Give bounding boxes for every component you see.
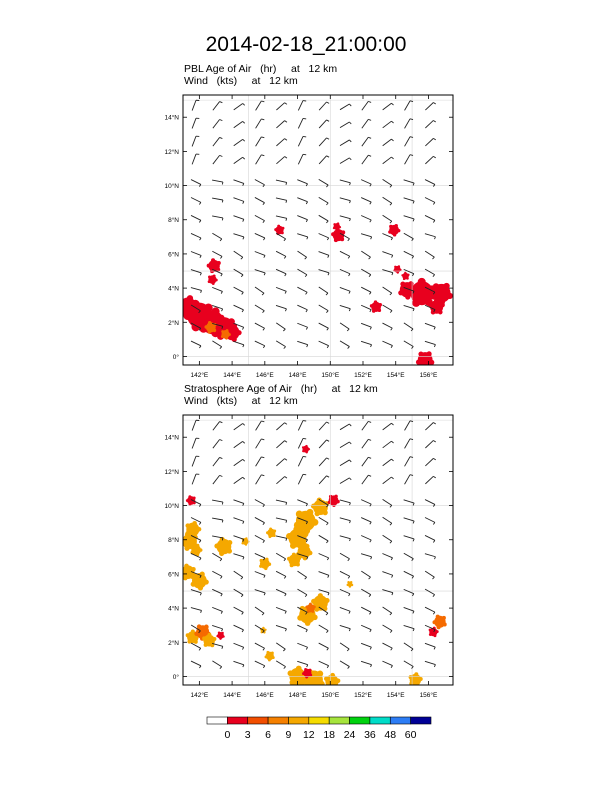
x-tick-label: 150°E xyxy=(321,692,340,699)
x-tick-label: 142°E xyxy=(190,692,209,699)
colorbar-label: 6 xyxy=(265,729,272,741)
x-tick-label: 156°E xyxy=(419,692,438,699)
y-tick-label: 6°N xyxy=(168,251,179,259)
colorbar-label: 3 xyxy=(244,729,251,741)
y-tick-label: 10°N xyxy=(164,503,179,511)
y-tick-label: 2°N xyxy=(168,319,179,327)
x-tick-label: 152°E xyxy=(354,692,372,699)
y-tick-label: 10°N xyxy=(164,183,179,191)
colorbar-label: 0 xyxy=(224,729,231,741)
colorbar-box xyxy=(268,717,288,724)
x-tick-label: 142°E xyxy=(190,372,209,379)
page-title: 2014-02-18_21:00:00 xyxy=(205,33,407,56)
y-tick-label: 4°N xyxy=(168,285,179,293)
x-tick-label: 154°E xyxy=(386,372,405,379)
colorbar-label: 24 xyxy=(343,729,356,741)
y-tick-label: 0° xyxy=(172,353,179,361)
colorbar-box xyxy=(390,717,410,724)
colorbar-label: 36 xyxy=(364,729,376,741)
y-tick-label: 4°N xyxy=(168,605,179,613)
colorbar-label: 18 xyxy=(323,729,336,741)
x-tick-label: 154°E xyxy=(386,692,405,699)
colorbar-box xyxy=(370,717,390,724)
plot1-title: PBL Age of Air (hr) at 12 km xyxy=(184,63,338,75)
y-tick-label: 12°N xyxy=(164,148,179,156)
y-tick-label: 12°N xyxy=(164,468,179,476)
colorbar-label: 48 xyxy=(384,729,397,741)
y-tick-label: 14°N xyxy=(164,434,179,442)
colorbar-box xyxy=(411,717,431,724)
colorbar-box xyxy=(329,717,349,724)
x-tick-label: 156°E xyxy=(419,372,438,379)
colorbar-label: 9 xyxy=(285,729,292,741)
y-tick-label: 6°N xyxy=(168,571,179,579)
x-tick-label: 152°E xyxy=(354,372,372,379)
x-tick-label: 146°E xyxy=(255,692,274,699)
plot2-title: Stratosphere Age of Air (hr) at 12 km xyxy=(184,383,378,395)
x-tick-label: 148°E xyxy=(288,692,307,699)
plot1-subtitle: Wind (kts) at 12 km xyxy=(184,75,298,87)
colorbar-box xyxy=(350,717,370,724)
colorbar-box xyxy=(248,717,268,724)
y-tick-label: 14°N xyxy=(164,114,179,122)
y-tick-label: 8°N xyxy=(168,537,179,545)
y-tick-label: 0° xyxy=(172,673,179,681)
colorbar-box xyxy=(227,717,247,724)
plot2-subtitle: Wind (kts) at 12 km xyxy=(184,395,298,407)
colorbar-label: 12 xyxy=(302,729,315,741)
x-tick-label: 144°E xyxy=(223,692,241,699)
x-tick-label: 148°E xyxy=(288,372,307,379)
colorbar-box xyxy=(309,717,329,724)
colorbar-box xyxy=(288,717,308,724)
x-tick-label: 150°E xyxy=(321,372,340,379)
x-tick-label: 144°E xyxy=(223,372,241,379)
x-tick-label: 146°E xyxy=(255,372,274,379)
colorbar-box xyxy=(207,717,227,724)
colorbar-label: 60 xyxy=(404,729,417,741)
y-tick-label: 8°N xyxy=(168,217,179,225)
y-tick-label: 2°N xyxy=(168,639,179,647)
